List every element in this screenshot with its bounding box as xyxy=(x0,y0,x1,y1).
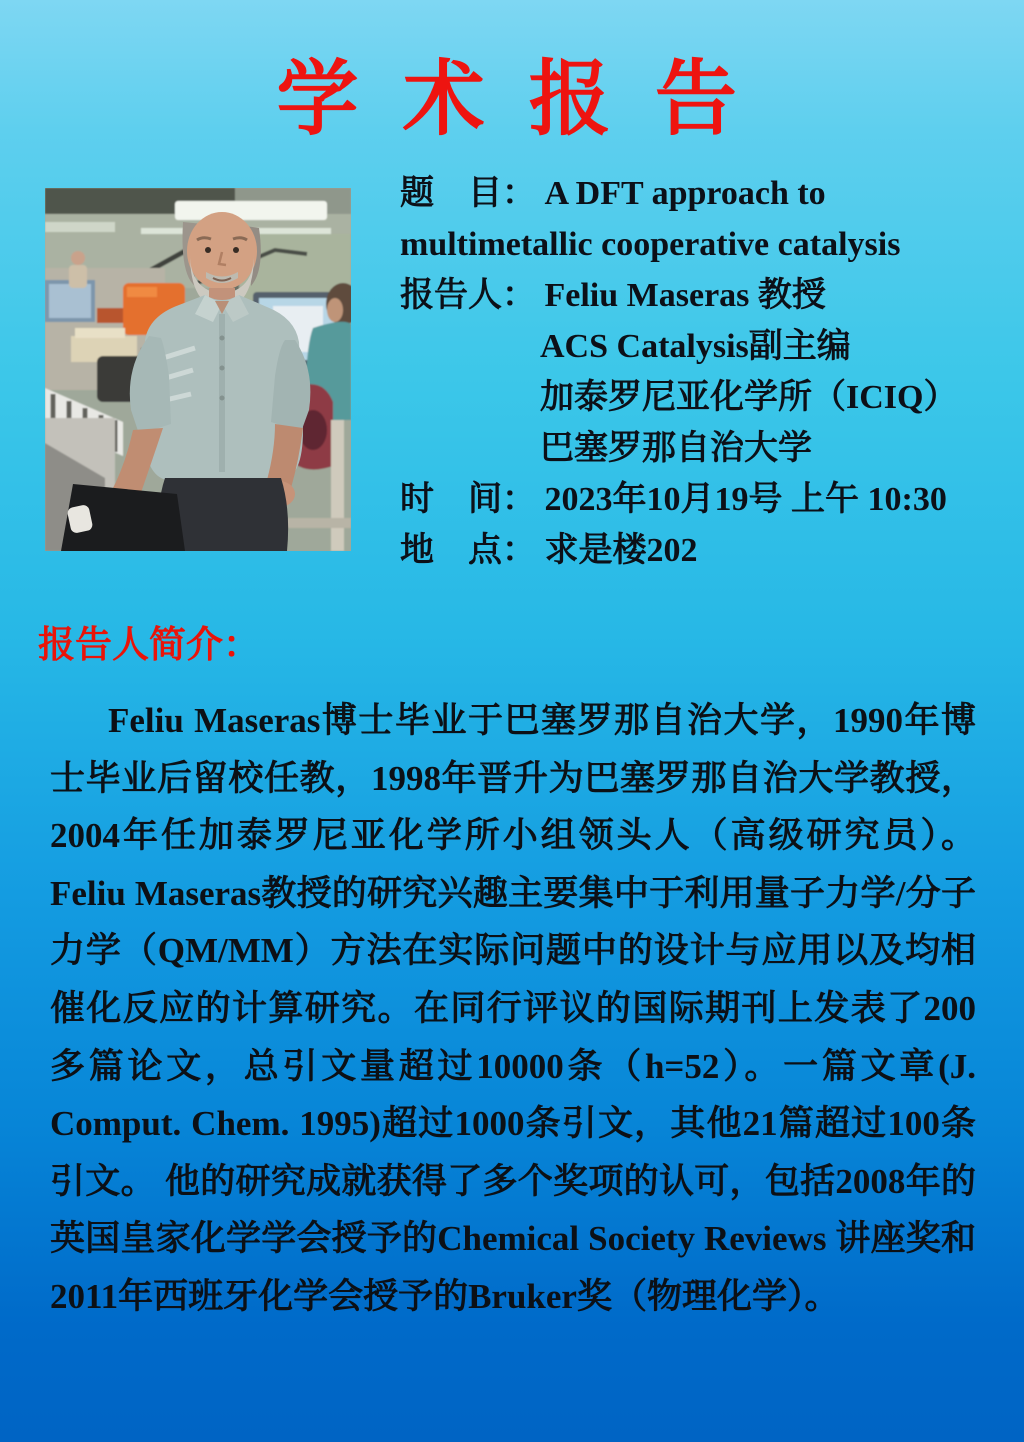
detail-line: 时 间： 2023年10月19号 上午 10:30 xyxy=(400,481,947,518)
poster-title: 学 术 报 告 xyxy=(276,54,748,145)
detail-line: 题 目： A DFT approach to xyxy=(400,175,826,212)
detail-line: ACS Catalysis副主编 xyxy=(540,328,851,365)
detail-line: 地 点： 求是楼202 xyxy=(400,532,698,569)
detail-line: 巴塞罗那自治大学 xyxy=(540,430,812,467)
detail-line: 加泰罗尼亚化学所（ICIQ） xyxy=(540,379,958,416)
speaker-photo-illustration xyxy=(45,188,351,551)
speaker-photo xyxy=(45,188,351,551)
detail-line: 报告人： Feliu Maseras 教授 xyxy=(400,277,826,314)
detail-line: multimetallic cooperative catalysis xyxy=(400,226,901,263)
speaker-intro-heading: 报告人简介： xyxy=(38,624,260,665)
lecture-details xyxy=(400,168,1016,576)
speaker-bio-paragraph: Feliu Maseras博士毕业于巴塞罗那自治大学，1990年博士毕业后留校任教，1998年晋升为巴塞罗那自治大学教授，2004年任加泰罗尼亚化学所小组领头人（高级研究员）。Feliu Maseras教授的研究兴趣主要集中于利用量子力学/分子力学（QM/MM）方法在实际问题中的设计与应用以及均相催化反应的计算研究。在同行评议的国际期刊上发表了200多篇论文，总引文量超过10000条（h=52）。一篇文章(J. Comput. Chem. 1995)超过1000条引文，其他21篇超过100条引文。 他的研究成就获得了多个奖项的认可，包括2008年的英国皇家化学学会授予的Chemical Society Reviews 讲座奖和2011年西班牙化学会授予的Bruker奖（物理化学）。 xyxy=(50,701,976,1316)
